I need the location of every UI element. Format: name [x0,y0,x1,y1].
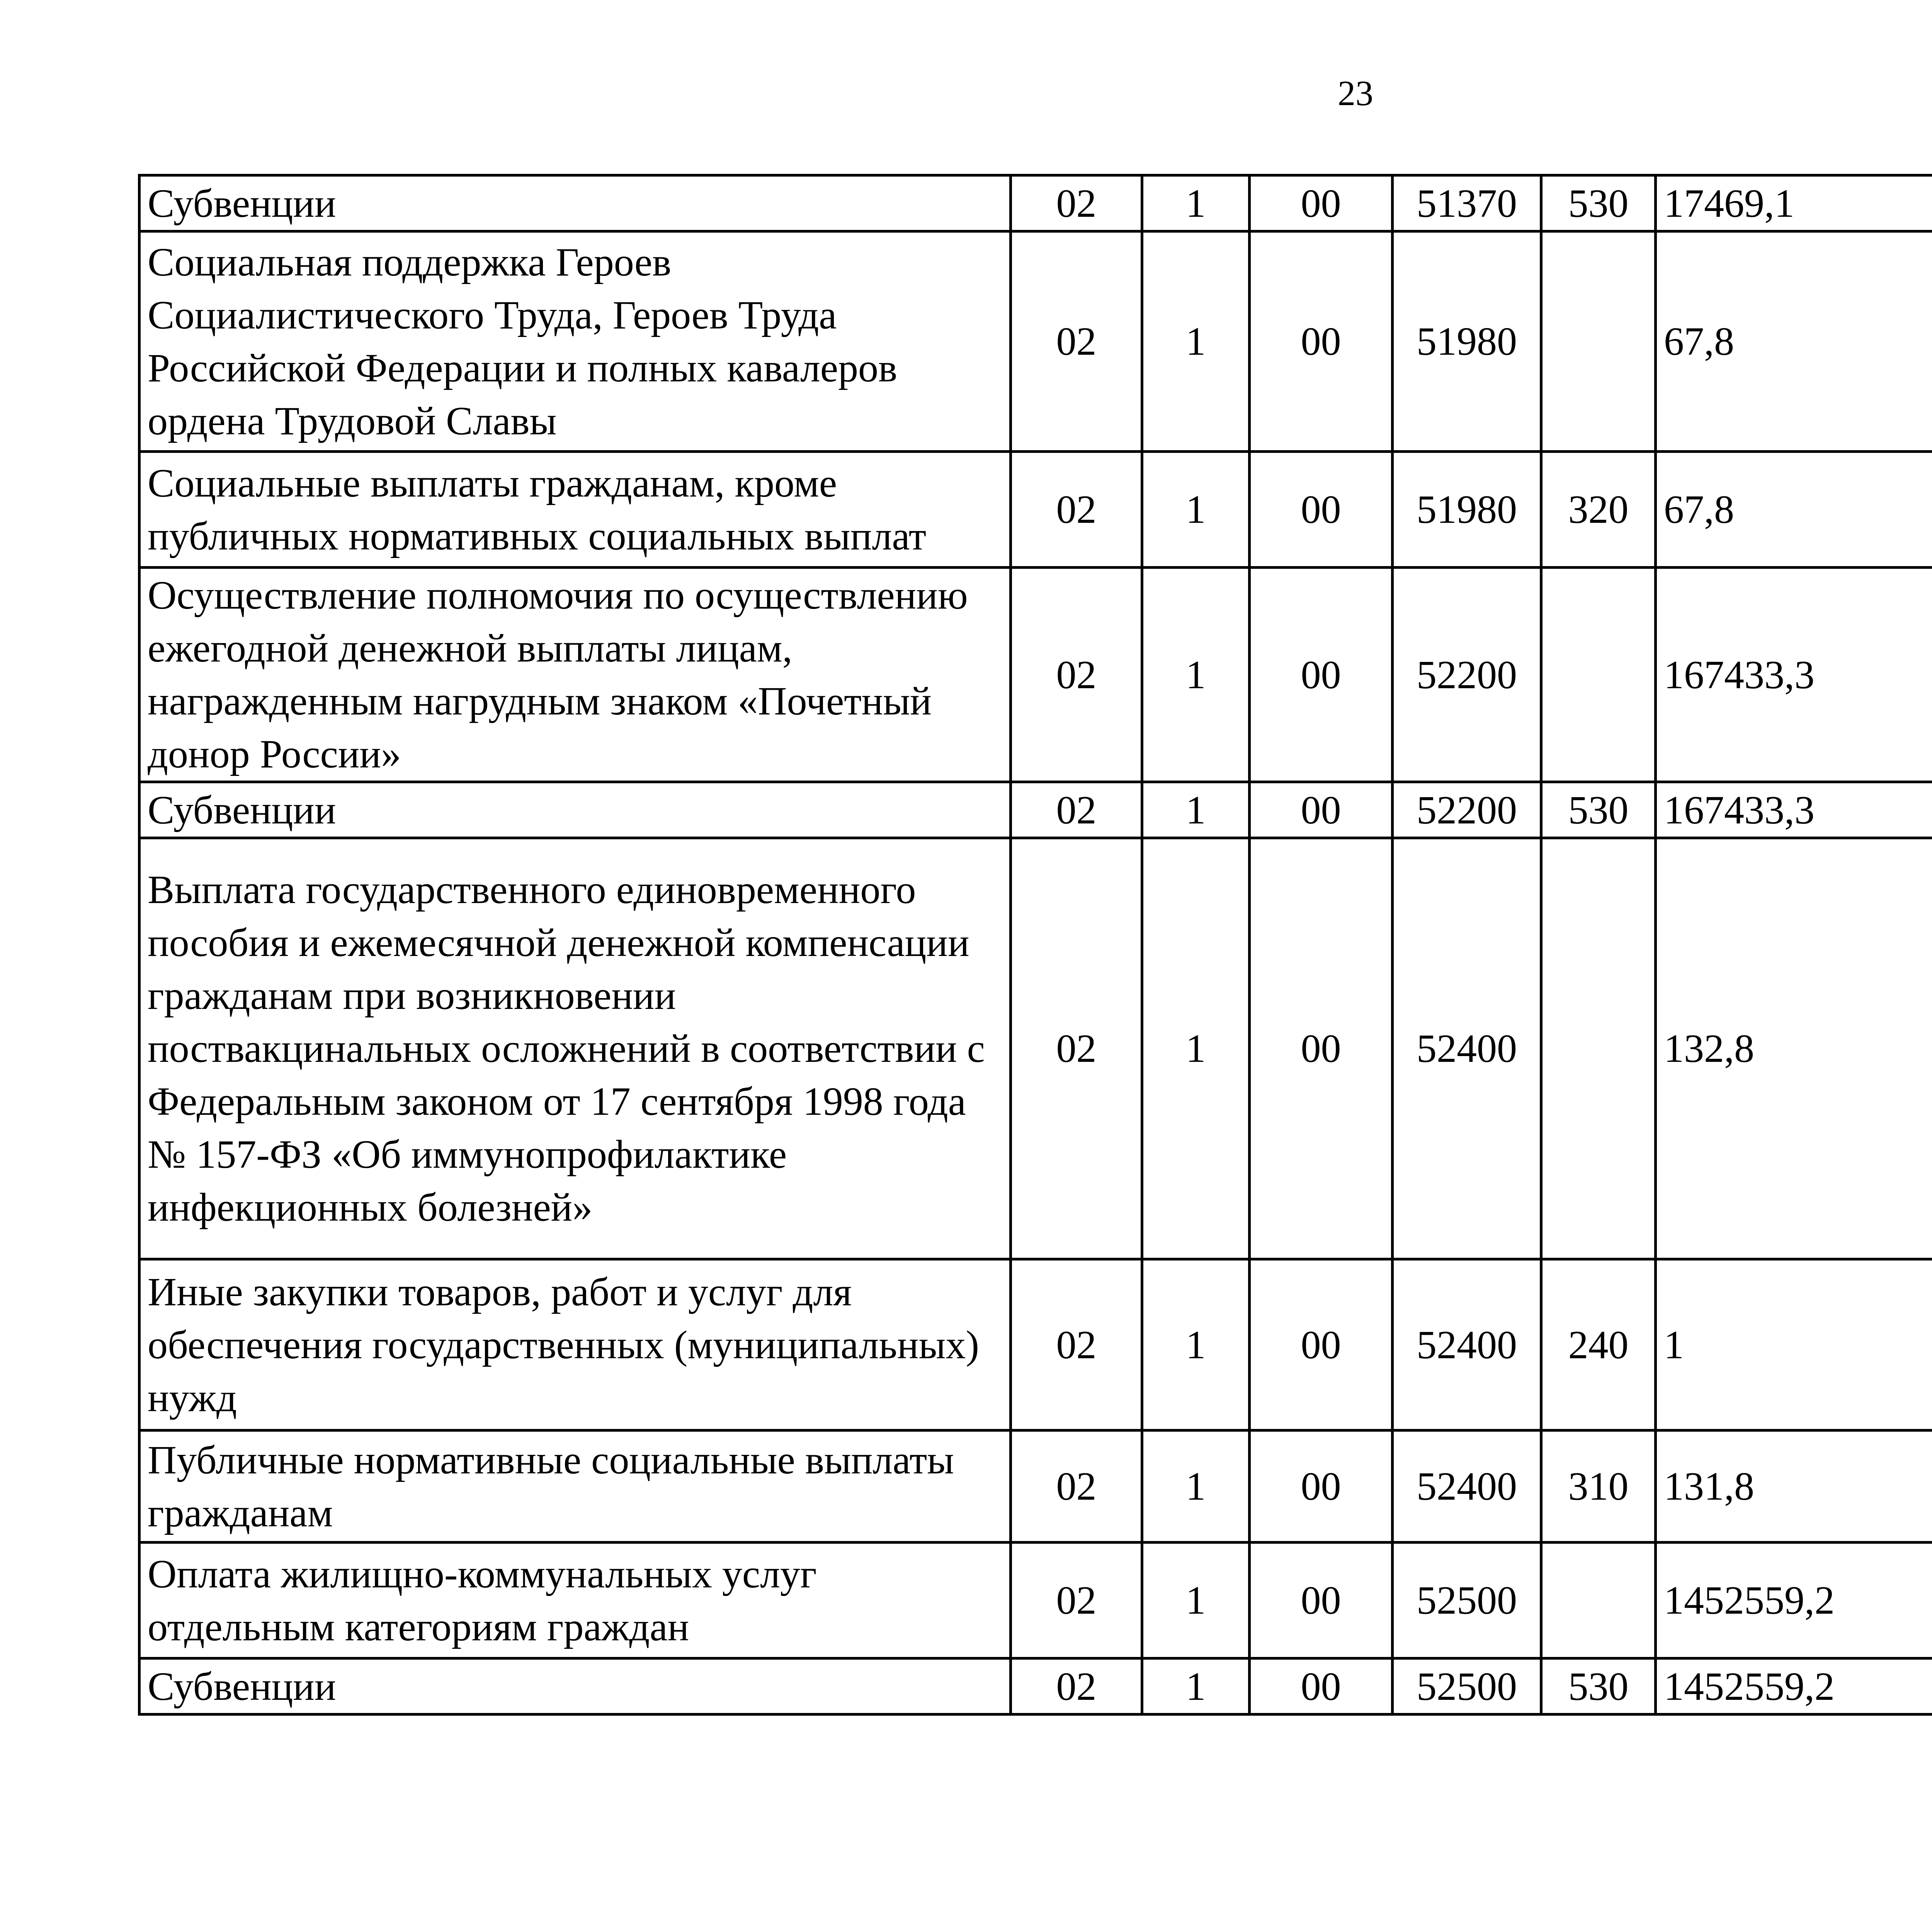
row-razdel: 02 [1011,568,1142,782]
row-vid [1541,568,1656,782]
row-vid: 320 [1541,452,1656,568]
row-program: 1 [1142,1658,1250,1715]
row-subprogram: 00 [1250,1431,1393,1543]
row-program: 1 [1142,782,1250,838]
row-razdel: 02 [1011,782,1142,838]
table-row [139,1658,1932,1715]
row-amount-1: 167433,3 [1656,568,1932,782]
row-code: 52400 [1393,1259,1541,1431]
row-vid [1541,231,1656,452]
row-vid: 530 [1541,782,1656,838]
row-amount-1: 67,8 [1656,452,1932,568]
row-vid [1541,838,1656,1259]
row-program: 1 [1142,231,1250,452]
row-name: Субвенции [139,175,1011,231]
row-name: Осуществление полномочия по осуществлению ежегодной денежной выплаты лицам, награжденным нагрудным знаком «Почетный донор России» [139,568,1011,782]
row-code: 51980 [1393,231,1541,452]
table-row [139,782,1932,838]
row-name: Иные закупки товаров, работ и услуг для обеспечения государственных (муниципальных) нужд [139,1259,1011,1431]
row-code: 52200 [1393,568,1541,782]
row-razdel: 02 [1011,1259,1142,1431]
row-code: 51370 [1393,175,1541,231]
table-row [139,1543,1932,1658]
row-subprogram: 00 [1250,175,1393,231]
row-program: 1 [1142,452,1250,568]
row-subprogram: 00 [1250,1259,1393,1431]
row-name: Социальная поддержка Героев Социалистического Труда, Героев Труда Российской Федерации и полных кавалеров ордена Трудовой Славы [139,231,1011,452]
table-row [139,1259,1932,1431]
row-program: 1 [1142,1259,1250,1431]
row-code: 52400 [1393,1431,1541,1543]
table-row [139,452,1932,568]
row-vid: 530 [1541,175,1656,231]
row-vid: 240 [1541,1259,1656,1431]
row-vid [1541,1543,1656,1658]
row-subprogram: 00 [1250,1543,1393,1658]
row-code: 51980 [1393,452,1541,568]
row-amount-1: 1452559,2 [1656,1543,1932,1658]
row-subprogram: 00 [1250,231,1393,452]
row-subprogram: 00 [1250,568,1393,782]
table-body [139,175,1932,1715]
row-code: 52500 [1393,1543,1541,1658]
row-name: Публичные нормативные социальные выплаты гражданам [139,1431,1011,1543]
row-code: 52500 [1393,1658,1541,1715]
row-program: 1 [1142,175,1250,231]
row-code: 52400 [1393,838,1541,1259]
row-vid: 530 [1541,1658,1656,1715]
row-amount-1: 1452559,2 [1656,1658,1932,1715]
row-name: Выплата государственного единовременного пособия и ежемесячной денежной компенсации гражданам при возникновении поствакцинальных осложнений в соответствии с Федеральным законом от 17 сентября 1998 года № 157-ФЗ «Об иммунопрофилактике инфекционных болезней» [139,838,1011,1259]
row-vid: 310 [1541,1431,1656,1543]
row-razdel: 02 [1011,1658,1142,1715]
row-razdel: 02 [1011,838,1142,1259]
row-code: 52200 [1393,782,1541,838]
row-program: 1 [1142,1543,1250,1658]
row-razdel: 02 [1011,452,1142,568]
row-name: Социальные выплаты гражданам, кроме публичных нормативных социальных выплат [139,452,1011,568]
row-name: Субвенции [139,1658,1011,1715]
table-row [139,568,1932,782]
row-amount-1: 132,8 [1656,838,1932,1259]
row-razdel: 02 [1011,175,1142,231]
budget-table [138,174,1932,1716]
row-name: Оплата жилищно-коммунальных услуг отдельным категориям граждан [139,1543,1011,1658]
row-amount-1: 67,8 [1656,231,1932,452]
table-row [139,1431,1932,1543]
row-razdel: 02 [1011,1431,1142,1543]
row-subprogram: 00 [1250,1658,1393,1715]
row-subprogram: 00 [1250,838,1393,1259]
row-amount-1: 17469,1 [1656,175,1932,231]
row-program: 1 [1142,1431,1250,1543]
row-razdel: 02 [1011,1543,1142,1658]
table-row [139,175,1932,231]
row-amount-1: 1 [1656,1259,1932,1431]
page-number: 23 [1338,73,1373,113]
row-amount-1: 167433,3 [1656,782,1932,838]
row-program: 1 [1142,568,1250,782]
table-row [139,838,1932,1259]
row-subprogram: 00 [1250,452,1393,568]
row-razdel: 02 [1011,231,1142,452]
row-program: 1 [1142,838,1250,1259]
row-amount-1: 131,8 [1656,1431,1932,1543]
row-name: Субвенции [139,782,1011,838]
row-subprogram: 00 [1250,782,1393,838]
table-row [139,231,1932,452]
